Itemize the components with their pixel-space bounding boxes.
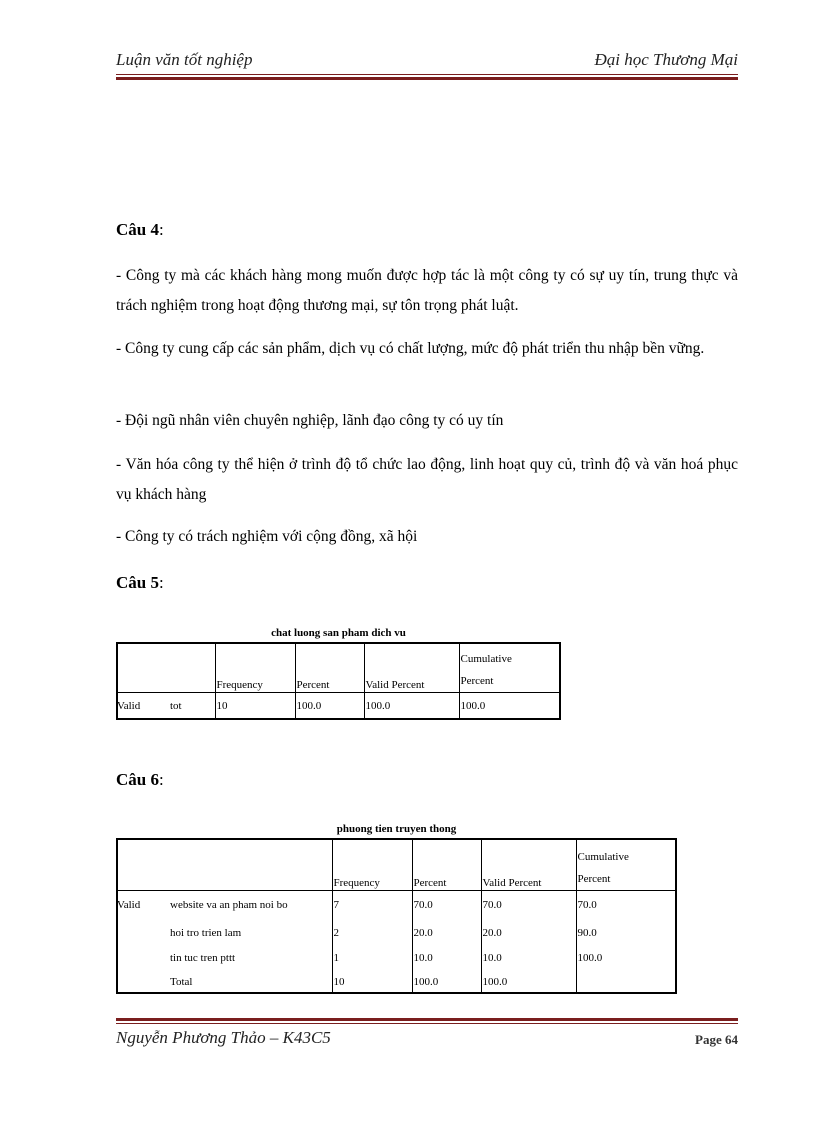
q5-header-frequency: Frequency <box>215 642 295 692</box>
q6-row-blank <box>116 945 166 970</box>
q6-title: Câu 6 <box>116 770 159 789</box>
q6-row-blank <box>116 970 166 994</box>
q6-header-cumulative <box>576 838 677 890</box>
table-row <box>116 920 677 945</box>
q6-row-percent: 20.0 <box>412 920 481 945</box>
q4-item-3: - Đội ngũ nhân viên chuyên nghiệp, lãnh đạo công ty có uy tín <box>116 412 504 429</box>
q5-row-category: tot <box>170 700 182 713</box>
q6-table-title: phuong tien truyen thong <box>336 823 457 835</box>
q6-header-frequency: Frequency <box>332 838 412 890</box>
q5-row-frequency: 10 <box>215 692 295 720</box>
q6-header-percent: Percent <box>412 838 481 890</box>
table-row <box>116 945 677 970</box>
q6-header-blank <box>116 838 166 890</box>
footer-rule-thin <box>116 1023 738 1024</box>
q6-valid-label: Valid <box>117 899 141 912</box>
q6-row-category: hoi tro trien lam <box>170 926 242 939</box>
header-rule-thick <box>116 77 738 80</box>
header-rule-thin <box>116 74 738 75</box>
q6-row-cumulative <box>576 970 677 994</box>
q5-header-cumulative-line1: Cumulative <box>460 652 512 665</box>
q6-row-frequency: 10 <box>332 970 412 994</box>
page-number: Page 64 <box>695 1032 738 1047</box>
q5-header-blank-2 <box>166 642 215 692</box>
q6-frequency-table <box>116 838 677 994</box>
q6-header-cumulative-line1: Cumulative <box>577 850 629 863</box>
q6-row-cumulative: 90.0 <box>576 920 677 945</box>
q5-row-valid-label: Valid <box>117 700 141 713</box>
q6-row-valid-percent: 20.0 <box>481 920 576 945</box>
q6-row-category: Total <box>170 976 193 988</box>
q4-item-1: - Công ty mà các khách hàng mong muốn được hợp tác là một công ty có sự uy tín, trung thực và trách nghiệm trong hoạt động thương mại, sự tôn trọng phát luật. <box>116 267 738 314</box>
q6-header-blank-2 <box>166 838 332 890</box>
q5-heading <box>116 573 164 593</box>
q6-row-frequency: 2 <box>332 920 412 945</box>
q6-row-valid-percent: 10.0 <box>481 945 576 970</box>
q5-header-blank <box>116 642 166 692</box>
q6-row-percent: 10.0 <box>412 945 481 970</box>
q6-header-cumulative-line2: Percent <box>577 872 611 885</box>
q6-row-blank <box>116 920 166 945</box>
q4-item-4: - Văn hóa công ty thể hiện ở trình độ tổ chức lao động, linh hoạt quy củ, trình độ và văn hoá phục vụ khách hàng <box>116 456 738 503</box>
q6-row-category: website va an pham noi bo <box>170 899 288 912</box>
header-thesis-label: Luận văn tốt nghiệp <box>116 50 253 69</box>
q6-row-frequency: 7 <box>332 890 412 920</box>
q5-header-cumulative-line2: Percent <box>460 674 494 687</box>
q5-header-valid-percent: Valid Percent <box>364 642 459 692</box>
q6-row-cumulative: 100.0 <box>576 945 677 970</box>
table-row <box>116 970 677 994</box>
q6-header-valid-percent: Valid Percent <box>481 838 576 890</box>
q4-title: Câu 4 <box>116 220 159 239</box>
q5-row-valid-percent: 100.0 <box>364 692 459 720</box>
q6-row-valid-percent: 70.0 <box>481 890 576 920</box>
header-university-label: Đại học Thương Mại <box>594 50 738 69</box>
q5-header-percent: Percent <box>295 642 364 692</box>
q4-item-2: - Công ty cung cấp các sản phẩm, dịch vụ có chất lượng, mức độ phát triển thu nhập bền vững. <box>116 340 705 357</box>
q4-heading <box>116 220 164 240</box>
q6-row-valid-percent: 100.0 <box>481 970 576 994</box>
q4-colon: : <box>158 220 164 239</box>
q6-row-category: tin tuc tren pttt <box>170 951 236 964</box>
q5-frequency-table <box>116 642 561 720</box>
q6-row-percent: 100.0 <box>412 970 481 994</box>
q5-title: Câu 5 <box>116 573 159 592</box>
q5-header-cumulative <box>459 642 561 692</box>
q6-row-percent: 70.0 <box>412 890 481 920</box>
q6-row-frequency: 1 <box>332 945 412 970</box>
footer-author: Nguyễn Phương Thảo – K43C5 <box>116 1028 331 1047</box>
q5-row-percent: 100.0 <box>295 692 364 720</box>
q5-table-title: chat luong san pham dich vu <box>271 627 406 639</box>
q5-colon: : <box>158 573 164 592</box>
q6-row-cumulative: 70.0 <box>576 890 677 920</box>
q4-item-5: - Công ty có trách nghiệm với cộng đồng, xã hội <box>116 528 418 545</box>
q5-row-cumulative: 100.0 <box>459 692 561 720</box>
table-row <box>116 890 677 920</box>
table-row <box>116 692 561 720</box>
footer-rule-thick <box>116 1018 738 1021</box>
q6-colon: : <box>158 770 164 789</box>
q6-heading <box>116 770 164 790</box>
